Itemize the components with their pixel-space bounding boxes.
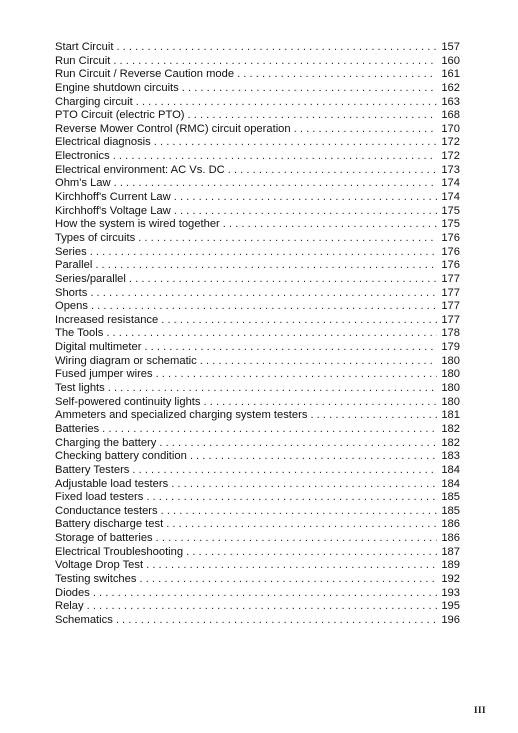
toc-entry[interactable] — [55, 164, 460, 178]
toc-entry[interactable] — [55, 396, 460, 410]
toc-entry-title: Self-powered continuity lights — [55, 395, 201, 408]
toc-dot-leader — [90, 287, 437, 301]
toc-dot-leader — [146, 559, 437, 573]
toc-entry[interactable] — [55, 450, 460, 464]
toc-entry-page-number: 177 — [441, 300, 460, 313]
toc-entry[interactable] — [55, 423, 460, 437]
toc-entry-title: Adjustable load testers — [55, 477, 169, 490]
toc-entry[interactable] — [55, 287, 460, 301]
toc-entry-page-number: 182 — [441, 436, 460, 449]
toc-dot-leader — [87, 600, 437, 614]
toc-entry-page-number: 175 — [441, 218, 460, 231]
toc-dot-leader — [223, 218, 437, 232]
toc-entry-page-number: 172 — [441, 136, 460, 149]
toc-entry-title: Testing switches — [55, 572, 137, 585]
toc-dot-leader — [144, 341, 437, 355]
toc-entry[interactable] — [55, 41, 460, 55]
toc-entry-title: Fixed load testers — [55, 491, 144, 504]
toc-entry-title: Parallel — [55, 259, 93, 272]
toc-entry-page-number: 185 — [441, 491, 460, 504]
toc-entry-page-number: 170 — [441, 122, 460, 135]
toc-entry-title: Charging circuit — [55, 95, 133, 108]
toc-dot-leader — [129, 273, 437, 287]
toc-entry-title: Run Circuit — [55, 54, 111, 67]
toc-entry-title: Opens — [55, 300, 88, 313]
toc-entry-page-number: 189 — [441, 559, 460, 572]
toc-entry[interactable] — [55, 532, 460, 546]
toc-entry-title: Conductance testers — [55, 504, 158, 517]
toc-entry-title: Series/parallel — [55, 272, 126, 285]
page-number: III — [474, 705, 487, 715]
toc-entry-page-number: 183 — [441, 450, 460, 463]
toc-dot-leader — [114, 177, 437, 191]
toc-entry[interactable] — [55, 123, 460, 137]
toc-dot-leader — [136, 96, 437, 110]
toc-entry-title: Engine shutdown circuits — [55, 81, 179, 94]
toc-entry-page-number: 176 — [441, 245, 460, 258]
toc-entry[interactable] — [55, 191, 460, 205]
toc-entry-title: Series — [55, 245, 87, 258]
toc-dot-leader — [113, 55, 437, 69]
toc-entry[interactable] — [55, 150, 460, 164]
toc-entry-page-number: 172 — [441, 150, 460, 163]
toc-entry-title: Run Circuit / Reverse Caution mode — [55, 68, 235, 81]
toc-entry-title: Fused jumper wires — [55, 368, 153, 381]
toc-dot-leader — [146, 491, 437, 505]
toc-entry-title: Diodes — [55, 586, 90, 599]
toc-entry-title: Electrical diagnosis — [55, 136, 151, 149]
toc-entry[interactable] — [55, 491, 460, 505]
toc-dot-leader — [204, 396, 437, 410]
toc-entry[interactable] — [55, 614, 460, 628]
toc-entry-page-number: 174 — [441, 191, 460, 204]
toc-dot-leader — [237, 68, 437, 82]
toc-entry-page-number: 187 — [441, 545, 460, 558]
toc-entry-page-number: 163 — [441, 95, 460, 108]
toc-entry-title: Battery discharge test — [55, 518, 164, 531]
toc-dot-leader — [93, 587, 437, 601]
toc-entry-title: Digital multimeter — [55, 341, 142, 354]
toc-entry-page-number: 180 — [441, 395, 460, 408]
toc-entry[interactable] — [55, 464, 460, 478]
toc-entry-title: Kirchhoff's Voltage Law — [55, 204, 171, 217]
toc-dot-leader — [138, 232, 437, 246]
toc-dot-leader — [95, 259, 437, 273]
toc-entry[interactable] — [55, 546, 460, 560]
toc-entry-page-number: 177 — [441, 313, 460, 326]
toc-entry-page-number: 176 — [441, 231, 460, 244]
toc-entry-title: Start Circuit — [55, 41, 114, 53]
toc-entry-title: Relay — [55, 600, 84, 613]
toc-dot-leader — [102, 423, 437, 437]
toc-dot-leader — [156, 532, 437, 546]
toc-dot-leader — [161, 314, 437, 328]
toc-dot-leader — [90, 246, 437, 260]
toc-entry-title: Storage of batteries — [55, 532, 153, 545]
toc-entry-title: Charging the battery — [55, 436, 157, 449]
toc-entry[interactable] — [55, 341, 460, 355]
toc-entry-page-number: 185 — [441, 504, 460, 517]
toc-entry[interactable] — [55, 327, 460, 341]
toc-entry[interactable] — [55, 587, 460, 601]
toc-entry-page-number: 180 — [441, 354, 460, 367]
toc-entry-title: Kirchhoff's Current Law — [55, 191, 171, 204]
toc-entry[interactable] — [55, 409, 460, 423]
toc-dot-leader — [186, 546, 437, 560]
toc-entry[interactable] — [55, 55, 460, 69]
toc-entry-page-number: 186 — [441, 532, 460, 545]
toc-entry-page-number: 173 — [441, 163, 460, 176]
toc-entry-title: Battery Testers — [55, 463, 130, 476]
toc-dot-leader — [171, 478, 437, 492]
toc-entry[interactable] — [55, 82, 460, 96]
toc-entry-title: Checking battery condition — [55, 450, 187, 463]
toc-dot-leader — [294, 123, 437, 137]
toc-entry-title: Increased resistance — [55, 313, 159, 326]
toc-entry-page-number: 178 — [441, 327, 460, 340]
toc-dot-leader — [161, 505, 437, 519]
toc-dot-leader — [116, 614, 437, 628]
toc-entry[interactable] — [55, 259, 460, 273]
toc-entry-title: Types of circuits — [55, 231, 136, 244]
toc-entry[interactable] — [55, 68, 460, 82]
toc-entry-page-number: 177 — [441, 272, 460, 285]
toc-entry[interactable] — [55, 314, 460, 328]
toc-entry[interactable] — [55, 246, 460, 260]
toc-entry[interactable] — [55, 300, 460, 314]
toc-dot-leader — [174, 205, 437, 219]
toc-entry-page-number: 161 — [441, 68, 460, 81]
toc-entry[interactable] — [55, 109, 460, 123]
toc-entry-page-number: 157 — [441, 41, 460, 53]
toc-dot-leader — [190, 450, 437, 464]
toc-entry-page-number: 184 — [441, 463, 460, 476]
toc-entry-page-number: 195 — [441, 600, 460, 613]
toc-entry-title: How the system is wired together — [55, 218, 220, 231]
toc-entry[interactable] — [55, 355, 460, 369]
toc-dot-leader — [200, 355, 437, 369]
toc-entry-page-number: 162 — [441, 81, 460, 94]
toc-entry[interactable] — [55, 382, 460, 396]
toc-dot-leader — [106, 327, 437, 341]
toc-dot-leader — [108, 382, 437, 396]
toc-entry-page-number: 160 — [441, 54, 460, 67]
toc-entry[interactable] — [55, 96, 460, 110]
toc-entry-title: Voltage Drop Test — [55, 559, 144, 572]
toc-entry-title: Shorts — [55, 286, 88, 299]
toc-entry[interactable] — [55, 478, 460, 492]
toc-entry-page-number: 192 — [441, 572, 460, 585]
toc-entry-page-number: 196 — [441, 613, 460, 626]
toc-entry-page-number: 168 — [441, 109, 460, 122]
toc-entry-title: PTO Circuit (electric PTO) — [55, 109, 185, 122]
toc-dot-leader — [132, 464, 437, 478]
toc-entry-page-number: 180 — [441, 368, 460, 381]
toc-entry-page-number: 182 — [441, 422, 460, 435]
toc-entry-page-number: 184 — [441, 477, 460, 490]
toc-entry[interactable] — [55, 232, 460, 246]
toc-entry-page-number: 180 — [441, 382, 460, 395]
toc-dot-leader — [182, 82, 437, 96]
toc-entry[interactable] — [55, 205, 460, 219]
toc-entry-title: Test lights — [55, 382, 105, 395]
toc-entry[interactable] — [55, 518, 460, 532]
toc-entry-title: Ohm's Law — [55, 177, 111, 190]
toc-dot-leader — [174, 191, 437, 205]
toc-entry-page-number: 176 — [441, 259, 460, 272]
toc-dot-leader — [154, 136, 437, 150]
toc-entry-title: Electrical environment: AC Vs. DC — [55, 163, 225, 176]
toc-entry[interactable] — [55, 505, 460, 519]
toc-entry-title: The Tools — [55, 327, 104, 340]
toc-dot-leader — [139, 573, 437, 587]
toc-entry-page-number: 177 — [441, 286, 460, 299]
toc-entry-page-number: 186 — [441, 518, 460, 531]
toc-dot-leader — [159, 437, 437, 451]
toc-entry-title: Electrical Troubleshooting — [55, 545, 184, 558]
toc-dot-leader — [310, 409, 437, 423]
toc-entry[interactable] — [55, 559, 460, 573]
toc-entry-title: Ammeters and specialized charging system testers — [55, 409, 308, 422]
toc-dot-leader — [188, 109, 437, 123]
toc-dot-leader — [166, 518, 437, 532]
toc-entry-title: Reverse Mower Control (RMC) circuit operation — [55, 122, 291, 135]
toc-entry-page-number: 193 — [441, 586, 460, 599]
toc-entry-page-number: 181 — [441, 409, 460, 422]
toc-entry[interactable] — [55, 437, 460, 451]
toc-entry[interactable] — [55, 273, 460, 287]
toc-entry-title: Schematics — [55, 613, 113, 626]
toc-entry-page-number: 174 — [441, 177, 460, 190]
table-of-contents — [55, 41, 460, 628]
toc-entry-title: Wiring diagram or schematic — [55, 354, 197, 367]
toc-entry-page-number: 175 — [441, 204, 460, 217]
toc-entry[interactable] — [55, 368, 460, 382]
toc-entry[interactable] — [55, 218, 460, 232]
toc-dot-leader — [113, 150, 437, 164]
toc-dot-leader — [91, 300, 437, 314]
toc-entry[interactable] — [55, 600, 460, 614]
toc-entry[interactable] — [55, 136, 460, 150]
toc-entry-title: Electronics — [55, 150, 110, 163]
toc-dot-leader — [116, 41, 437, 55]
toc-entry[interactable] — [55, 573, 460, 587]
toc-dot-leader — [156, 368, 437, 382]
toc-entry[interactable] — [55, 177, 460, 191]
toc-dot-leader — [228, 164, 437, 178]
toc-entry-title: Batteries — [55, 422, 100, 435]
toc-entry-page-number: 179 — [441, 341, 460, 354]
